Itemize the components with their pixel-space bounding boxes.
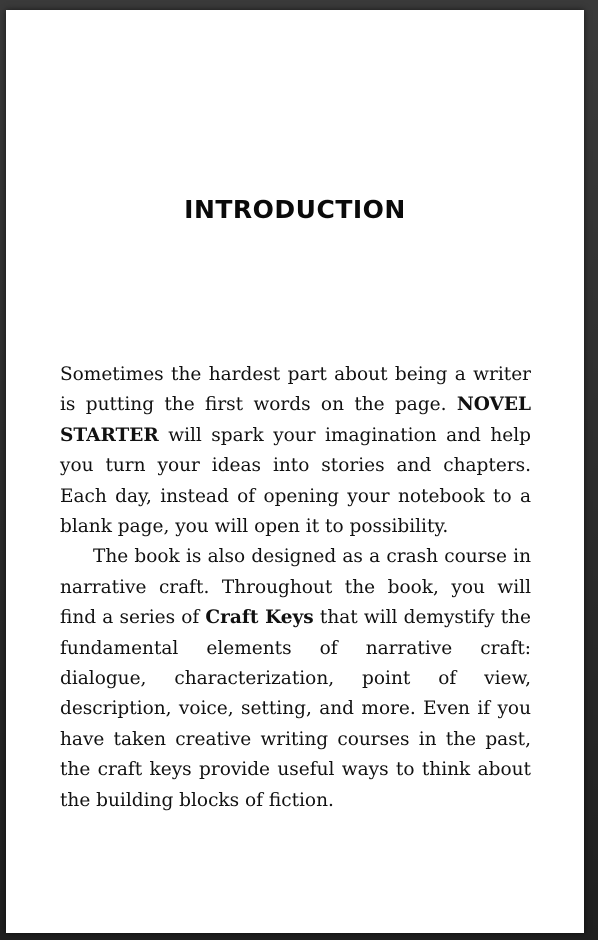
body-text — [60, 360, 531, 816]
paragraph-2 — [60, 542, 531, 816]
paragraph-1-text-b: will spark your imagination and help you turn your ideas into stories and chapters. Each day, instead of opening your notebook to a blank page, you will open it to possibility. — [60, 424, 531, 538]
craft-keys-bold: Craft Keys — [205, 607, 314, 629]
chapter-title: INTRODUCTION — [184, 195, 406, 224]
paragraph-2-text-a: The book is also designed as a crash course in narrative craft. Throughout the book, you will find a series of — [60, 546, 531, 629]
paragraph-2-text-b: that will demystify the fundamental elements of narrative craft: dialogue, characterization, point of view, description, voice, setting, and more. Even if you have taken creative writing courses in the past, the craft keys provide useful ways to think about the building blocks of fiction. — [60, 607, 531, 811]
book-title-bold: NOVEL STARTER — [60, 394, 531, 446]
book-page — [6, 10, 584, 933]
paragraph-1-text-a: Sometimes the hardest part about being a writer is putting the first words on the page. — [60, 364, 531, 416]
paragraph-1 — [60, 360, 531, 542]
